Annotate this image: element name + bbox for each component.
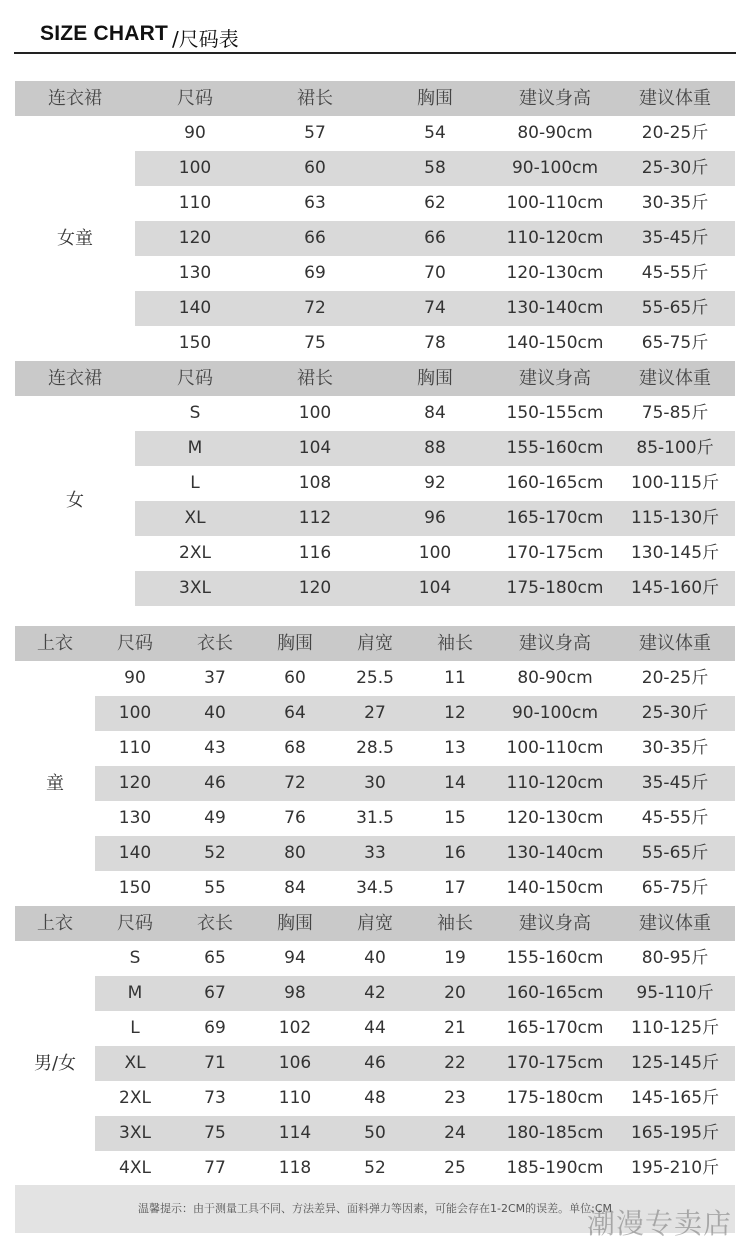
header-cell: 尺码 (117, 913, 153, 934)
group-label: 女童 (57, 228, 93, 249)
table-cell: 11 (444, 668, 466, 688)
header-cell: 尺码 (117, 633, 153, 654)
table-cell: 58 (424, 158, 446, 178)
table-cell: 60 (284, 668, 306, 688)
table-cell: 165-170cm (506, 508, 604, 528)
table-row (15, 696, 735, 731)
table-cell: 175-180cm (506, 1088, 604, 1108)
table-cell: 21 (444, 1018, 466, 1038)
table-cell: 72 (284, 773, 306, 793)
table-cell: 72 (304, 298, 326, 318)
table-cell: 52 (204, 843, 226, 863)
table-cell: 120-130cm (506, 263, 604, 283)
table-row (15, 1081, 735, 1116)
table-cell: 80-95斤 (641, 948, 709, 968)
table-cell: 106 (278, 1053, 312, 1073)
table-cell: 43 (204, 738, 226, 758)
table-cell: 52 (364, 1158, 386, 1178)
table-cell: 15 (444, 808, 466, 828)
table-cell: 160-165cm (506, 473, 604, 493)
top-child-table (15, 626, 735, 906)
header-cell: 尺码 (177, 368, 213, 389)
table-cell: 70 (424, 263, 446, 283)
table-cell: 24 (444, 1123, 466, 1143)
header-cell: 肩宽 (357, 913, 393, 934)
table-cell: 74 (424, 298, 446, 318)
table-cell: 65 (204, 948, 226, 968)
table-cell: 62 (424, 193, 446, 213)
table-cell: 140-150cm (506, 878, 604, 898)
table-cell: 64 (284, 703, 306, 723)
table-cell: 16 (444, 843, 466, 863)
table-cell: 140-150cm (506, 333, 604, 353)
table-cell: 69 (304, 263, 326, 283)
table-cell: 80 (284, 843, 306, 863)
header-cell: 建议体重 (639, 913, 711, 934)
table-cell: 100 (178, 158, 212, 178)
table-cell: 180-185cm (506, 1123, 604, 1143)
table-cell: 110 (118, 738, 152, 758)
table-cell: 45-55斤 (641, 808, 709, 828)
table-cell: 63 (304, 193, 326, 213)
table-cell: 120-130cm (506, 808, 604, 828)
table-cell: 118 (278, 1158, 312, 1178)
table-cell: 57 (304, 123, 326, 143)
group-label: 童 (46, 773, 64, 794)
table-cell: 80-90cm (517, 123, 593, 143)
table-row (15, 801, 735, 836)
table-cell: 145-165斤 (630, 1088, 720, 1108)
header-cell: 胸围 (417, 368, 453, 389)
title-chinese: /尺码表 (172, 27, 239, 51)
table-cell: 155-160cm (506, 438, 604, 458)
group-label: 女 (66, 490, 84, 511)
table-cell: 90-100cm (511, 703, 599, 723)
table-cell: 102 (278, 1018, 312, 1038)
table-cell: 30-35斤 (641, 738, 709, 758)
table-cell: 37 (204, 668, 226, 688)
table-cell: 92 (424, 473, 446, 493)
table-row (15, 661, 735, 696)
header-cell: 建议身高 (519, 633, 591, 654)
table-cell: 25 (444, 1158, 466, 1178)
table-cell: 20 (444, 983, 466, 1003)
table-cell: 140 (118, 843, 152, 863)
top-adult-table (15, 906, 735, 1186)
table-cell: 28.5 (356, 738, 394, 758)
table-cell: 100-115斤 (630, 473, 720, 493)
header-cell: 肩宽 (357, 633, 393, 654)
table-cell: 160-165cm (506, 983, 604, 1003)
table-cell: 35-45斤 (641, 773, 709, 793)
table-cell: 175-180cm (506, 578, 604, 598)
table-cell: 40 (204, 703, 226, 723)
header-cell: 衣长 (197, 633, 233, 654)
table-cell: 130 (178, 263, 212, 283)
table-cell: 65-75斤 (641, 878, 709, 898)
table-cell: 17 (444, 878, 466, 898)
table-cell: 66 (304, 228, 326, 248)
title-english: SIZE CHART (40, 22, 168, 45)
table-cell: 130 (118, 808, 152, 828)
table-cell: 22 (444, 1053, 466, 1073)
table-cell: 165-195斤 (630, 1123, 720, 1143)
table-cell: 115-130斤 (630, 508, 720, 528)
header-cell: 裙长 (297, 368, 333, 389)
table-cell: 14 (444, 773, 466, 793)
table-cell: 55 (204, 878, 226, 898)
table-cell: 33 (364, 843, 386, 863)
table-cell: 31.5 (356, 808, 394, 828)
table-cell: 84 (284, 878, 306, 898)
table-cell: 13 (444, 738, 466, 758)
table-cell: 75-85斤 (641, 403, 709, 423)
shop-watermark: 潮漫专卖店 (586, 1207, 732, 1240)
table-row (15, 1151, 735, 1186)
table-cell: 150 (178, 333, 212, 353)
table-cell: 112 (298, 508, 332, 528)
table-row (15, 976, 735, 1011)
table-cell: 12 (444, 703, 466, 723)
table-cell: 125-145斤 (630, 1053, 720, 1073)
table-row (15, 1011, 735, 1046)
size-chart-title (14, 22, 736, 54)
table-cell: 195-210斤 (630, 1158, 720, 1178)
table-row (15, 766, 735, 801)
table-cell: 30-35斤 (641, 193, 709, 213)
table-cell: 145-160斤 (630, 578, 720, 598)
table-row (15, 1116, 735, 1151)
dress-women-table (15, 361, 735, 606)
table-header-row (15, 626, 735, 661)
table-cell: 150-155cm (506, 403, 604, 423)
table-cell: 20-25斤 (641, 123, 709, 143)
table-cell: 150 (118, 878, 152, 898)
table-cell: 66 (424, 228, 446, 248)
header-cell: 袖长 (437, 913, 473, 934)
table-cell: 77 (204, 1158, 226, 1178)
table-cell: 100-110cm (506, 193, 604, 213)
table-cell: 110-120cm (506, 773, 604, 793)
table-cell: 80-90cm (517, 668, 593, 688)
table-cell: 110-120cm (506, 228, 604, 248)
table-cell: S (189, 403, 201, 423)
table-cell: 25.5 (356, 668, 394, 688)
header-cell: 胸围 (417, 88, 453, 109)
table-row (15, 941, 735, 976)
table-header-row (15, 906, 735, 941)
table-cell: 120 (298, 578, 332, 598)
table-cell: 4XL (119, 1158, 151, 1178)
table-cell: 25-30斤 (641, 158, 709, 178)
table-cell: 100 (418, 543, 452, 563)
table-cell: 90 (184, 123, 206, 143)
table-cell: 60 (304, 158, 326, 178)
header-cell: 上衣 (37, 633, 73, 654)
table-cell: 104 (298, 438, 332, 458)
header-cell: 建议身高 (519, 368, 591, 389)
table-cell: 65-75斤 (641, 333, 709, 353)
table-header-row (15, 361, 735, 396)
table-cell: 71 (204, 1053, 226, 1073)
table-cell: 45-55斤 (641, 263, 709, 283)
table-cell: 75 (304, 333, 326, 353)
table-cell: 49 (204, 808, 226, 828)
table-cell: 95-110斤 (636, 983, 714, 1003)
table-cell: 3XL (179, 578, 211, 598)
table-cell: 42 (364, 983, 386, 1003)
table-cell: L (190, 473, 200, 493)
table-cell: 110 (178, 193, 212, 213)
table-cell: 100-110cm (506, 738, 604, 758)
table-cell: 23 (444, 1088, 466, 1108)
table-cell: 116 (298, 543, 332, 563)
table-cell: 94 (284, 948, 306, 968)
table-cell: 48 (364, 1088, 386, 1108)
table-cell: 100 (298, 403, 332, 423)
table-cell: 130-140cm (506, 843, 604, 863)
table-cell: 108 (298, 473, 332, 493)
dress-child-table (15, 81, 735, 361)
table-cell: 170-175cm (506, 1053, 604, 1073)
header-cell: 建议身高 (519, 88, 591, 109)
table-cell: 110 (278, 1088, 312, 1108)
table-cell: 120 (118, 773, 152, 793)
table-cell: 20-25斤 (641, 668, 709, 688)
table-header-row (15, 81, 735, 116)
table-cell: 130-140cm (506, 298, 604, 318)
table-cell: 30 (364, 773, 386, 793)
table-cell: 55-65斤 (641, 298, 709, 318)
table-cell: 27 (364, 703, 386, 723)
table-cell: 50 (364, 1123, 386, 1143)
header-cell: 裙长 (297, 88, 333, 109)
table-cell: 25-30斤 (641, 703, 709, 723)
table-cell: 19 (444, 948, 466, 968)
header-cell: 建议身高 (519, 913, 591, 934)
table-cell: 2XL (119, 1088, 151, 1108)
header-cell: 胸围 (277, 913, 313, 934)
table-cell: 76 (284, 808, 306, 828)
table-cell: 100 (118, 703, 152, 723)
header-cell: 袖长 (437, 633, 473, 654)
table-cell: 85-100斤 (636, 438, 714, 458)
header-cell: 连衣裙 (48, 368, 102, 389)
header-cell: 尺码 (177, 88, 213, 109)
table-cell: 44 (364, 1018, 386, 1038)
table-cell: 104 (418, 578, 452, 598)
table-cell: 69 (204, 1018, 226, 1038)
table-cell: 114 (278, 1123, 312, 1143)
table-cell: 34.5 (356, 878, 394, 898)
table-cell: 54 (424, 123, 446, 143)
header-cell: 建议体重 (639, 88, 711, 109)
table-cell: 110-125斤 (630, 1018, 720, 1038)
table-cell: 90-100cm (511, 158, 599, 178)
group-label: 男/女 (33, 1053, 77, 1074)
table-cell: 67 (204, 983, 226, 1003)
table-row (15, 871, 735, 906)
table-row (15, 731, 735, 766)
table-cell: 155-160cm (506, 948, 604, 968)
table-cell: 46 (364, 1053, 386, 1073)
table-cell: 40 (364, 948, 386, 968)
table-cell: S (129, 948, 141, 968)
table-cell: XL (184, 508, 206, 528)
table-cell: 170-175cm (506, 543, 604, 563)
table-cell: 35-45斤 (641, 228, 709, 248)
header-cell: 建议体重 (639, 368, 711, 389)
table-row (15, 1046, 735, 1081)
header-cell: 建议体重 (639, 633, 711, 654)
table-cell: 140 (178, 298, 212, 318)
table-cell: M (187, 438, 203, 458)
table-cell: 84 (424, 403, 446, 423)
table-cell: 90 (124, 668, 146, 688)
table-cell: L (130, 1018, 140, 1038)
table-cell: 88 (424, 438, 446, 458)
table-cell: 2XL (179, 543, 211, 563)
header-cell: 上衣 (37, 913, 73, 934)
header-cell: 衣长 (197, 913, 233, 934)
table-cell: 55-65斤 (641, 843, 709, 863)
table-cell: 68 (284, 738, 306, 758)
header-cell: 胸围 (277, 633, 313, 654)
table-cell: 96 (424, 508, 446, 528)
table-cell: 98 (284, 983, 306, 1003)
table-cell: 73 (204, 1088, 226, 1108)
table-cell: 75 (204, 1123, 226, 1143)
table-cell: 120 (178, 228, 212, 248)
table-cell: XL (124, 1053, 146, 1073)
table-cell: M (127, 983, 143, 1003)
table-cell: 165-170cm (506, 1018, 604, 1038)
table-cell: 46 (204, 773, 226, 793)
table-cell: 78 (424, 333, 446, 353)
footer-note: 温馨提示：由于测量工具不同、方法差异、面料弹力等因素，可能会存在1-2CM的误差。单位:CM (137, 1202, 612, 1215)
table-row (15, 836, 735, 871)
table-cell: 3XL (119, 1123, 151, 1143)
header-cell: 连衣裙 (48, 88, 102, 109)
table-cell: 185-190cm (506, 1158, 604, 1178)
table-cell: 130-145斤 (630, 543, 720, 563)
